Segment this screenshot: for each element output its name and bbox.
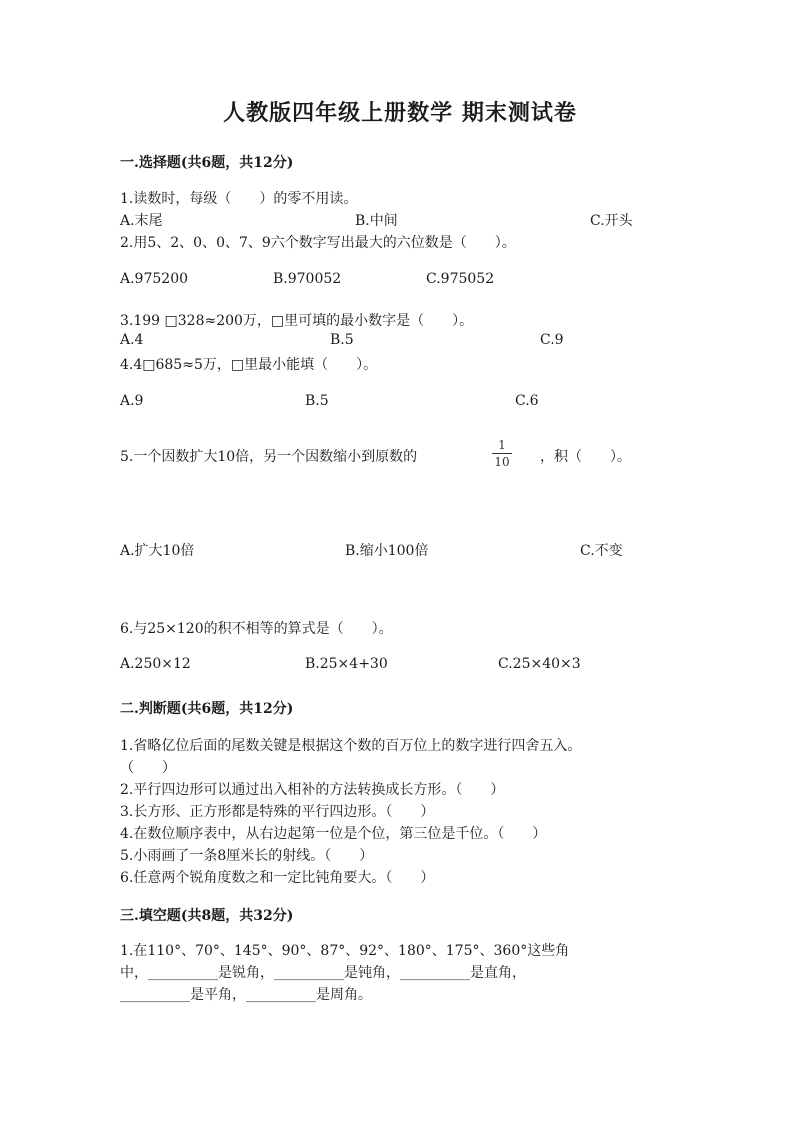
page-title: 人教版四年级上册数学 期末测试卷 — [223, 100, 577, 126]
q3-option-a: A.4 — [120, 332, 144, 348]
q4-option-a: A.9 — [120, 393, 144, 409]
q4-option-b: B.5 — [305, 393, 329, 409]
q2-option-a: A.975200 — [120, 271, 189, 287]
fraction-denominator: 10 — [494, 455, 510, 469]
judge-2: 2.平行四边形可以通过出入相补的方法转换成长方形。（ ） — [120, 782, 505, 798]
fraction-one-tenth — [490, 438, 514, 469]
judge-6: 6.任意两个锐角度数之和一定比钝角要大。（ ） — [120, 870, 435, 886]
section-heading-fill: 三.填空题(共8题，共32分) — [120, 908, 294, 924]
question-5-tail: ，积（ ）。 — [540, 449, 631, 465]
fraction-bar — [492, 453, 512, 454]
fill-1-line-3: __________是平角，__________是周角。 — [120, 987, 372, 1003]
q6-option-c: C.25×40×3 — [498, 656, 581, 672]
question-3: 3.199 □328≈200万，□里可填的最小数字是（ ）。 — [120, 313, 474, 329]
judge-5: 5.小雨画了一条8厘米长的射线。（ ） — [120, 848, 374, 864]
q1-option-b: B.中间 — [355, 213, 398, 229]
q4-option-c: C.6 — [515, 393, 539, 409]
q2-option-b: B.970052 — [273, 271, 342, 287]
section-heading-choice: 一.选择题(共6题，共12分) — [120, 155, 294, 171]
q2-option-c: C.975052 — [426, 271, 495, 287]
q1-option-a: A.末尾 — [120, 213, 163, 229]
fraction-numerator: 1 — [498, 438, 506, 452]
q5-option-b: B.缩小100倍 — [345, 543, 429, 559]
q5-option-c: C.不变 — [580, 543, 623, 559]
fill-1-line-2: 中，__________是锐角，__________是钝角，__________是直角， — [120, 965, 526, 981]
q6-option-a: A.250×12 — [120, 656, 191, 672]
question-1: 1.读数时，每级（ ）的零不用读。 — [120, 191, 358, 207]
q1-option-c: C.开头 — [590, 213, 633, 229]
question-2: 2.用5、2、0、0、7、9六个数字写出最大的六位数是（ ）。 — [120, 235, 516, 251]
judge-1-bracket: （ ） — [120, 760, 176, 776]
q6-option-b: B.25×4+30 — [305, 656, 388, 672]
judge-4: 4.在数位顺序表中，从右边起第一位是个位，第三位是千位。（ ） — [120, 826, 547, 842]
fill-1-line-1: 1.在110°、70°、145°、90°、87°、92°、180°、175°、360°这些角 — [120, 943, 570, 959]
q5-option-a: A.扩大10倍 — [120, 543, 195, 559]
question-6: 6.与25×120的积不相等的算式是（ ）。 — [120, 621, 393, 637]
q3-option-c: C.9 — [540, 332, 564, 348]
judge-3: 3.长方形、正方形都是特殊的平行四边形。（ ） — [120, 804, 435, 820]
question-4: 4.4□685≈5万，□里最小能填（ ）。 — [120, 357, 378, 373]
q3-option-b: B.5 — [330, 332, 354, 348]
question-5-text: 5.一个因数扩大10倍，另一个因数缩小到原数的 — [120, 449, 418, 465]
section-heading-judge: 二.判断题(共6题，共12分) — [120, 701, 294, 717]
judge-1: 1.省略亿位后面的尾数关键是根据这个数的百万位上的数字进行四舍五入。 — [120, 738, 582, 754]
